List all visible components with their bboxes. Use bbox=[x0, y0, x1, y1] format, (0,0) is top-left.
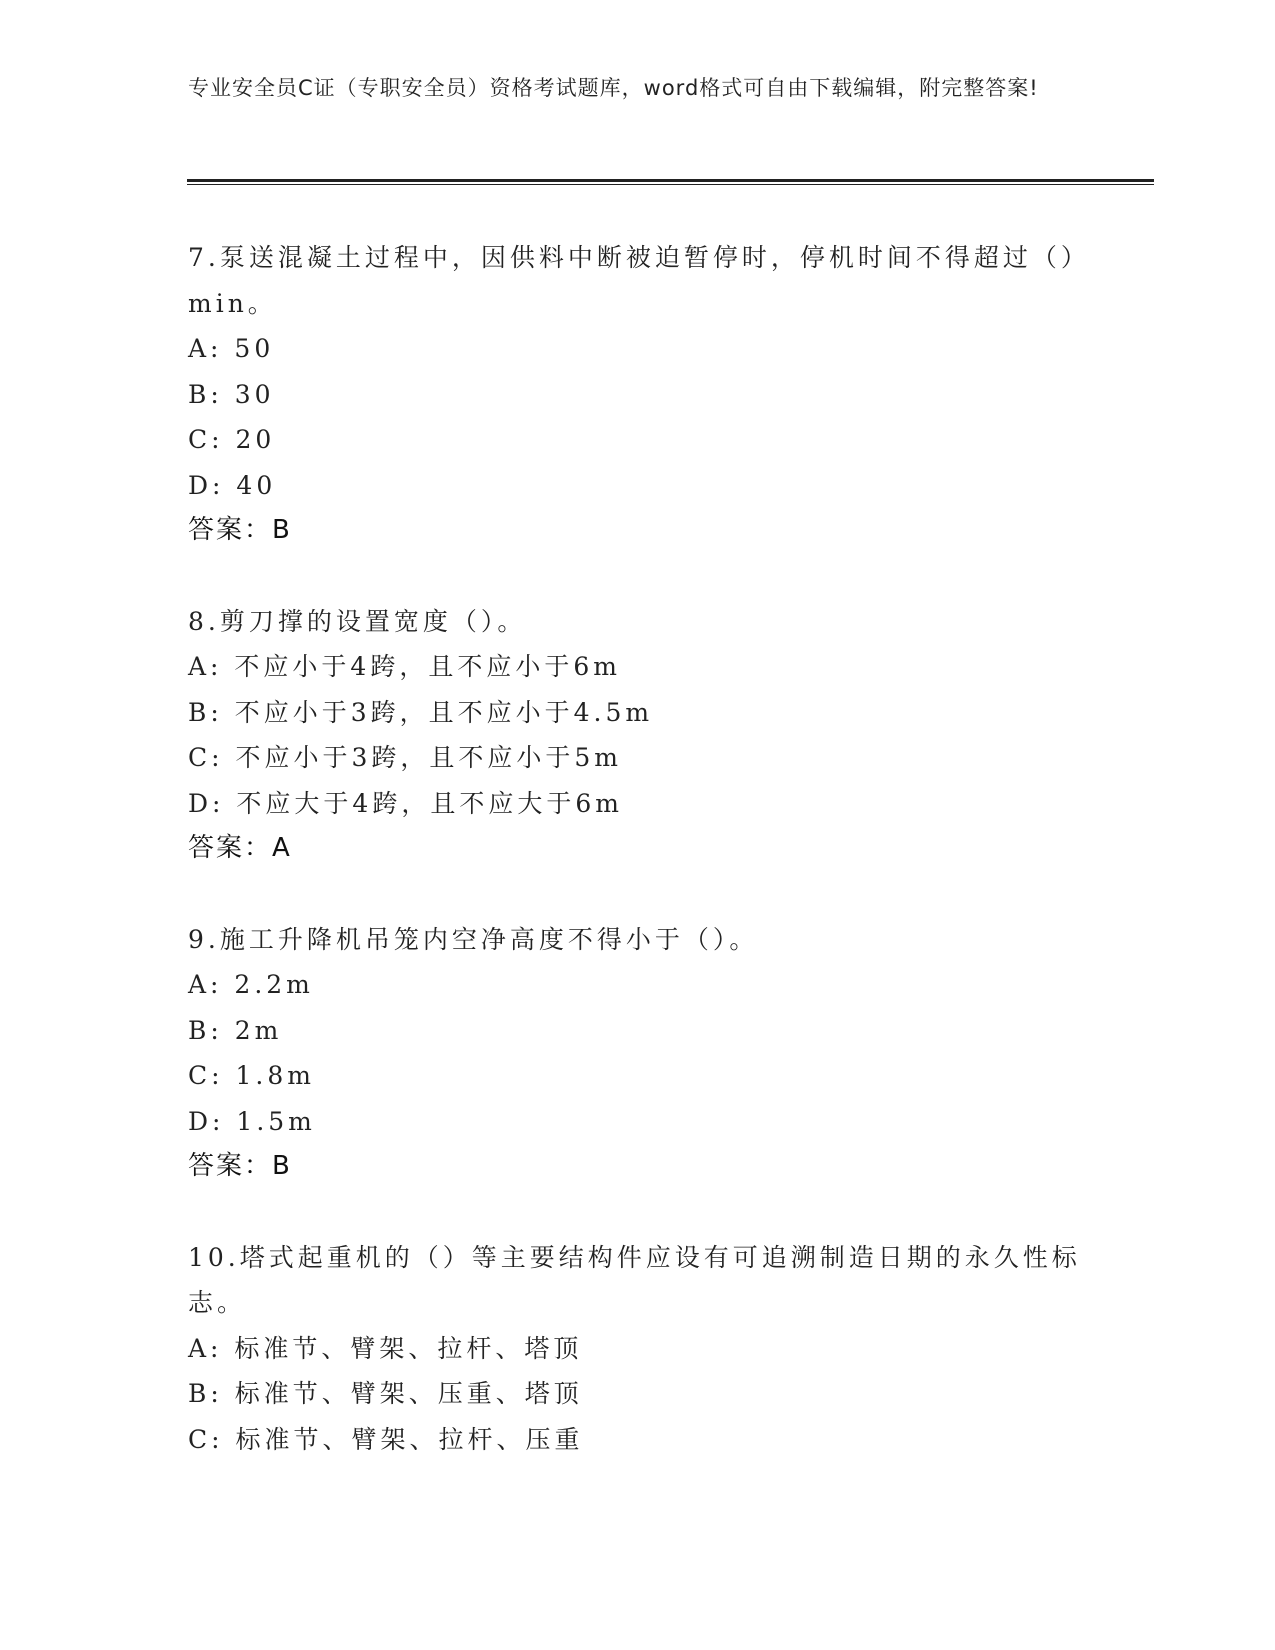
question-list bbox=[188, 235, 1088, 1507]
option-c: C: 20 bbox=[188, 425, 276, 454]
answer-label: 答案：B bbox=[188, 515, 292, 545]
question-item bbox=[188, 235, 1088, 554]
option-a: A: 不应小于4跨，且不应小于6m bbox=[188, 652, 621, 681]
option-c: C: 不应小于3跨，且不应小于5m bbox=[188, 743, 623, 772]
question-stem: 8.剪刀撑的设置宽度（）。 bbox=[188, 606, 527, 636]
answer-label: 答案：B bbox=[188, 1151, 292, 1181]
option-b: B: 30 bbox=[188, 379, 275, 409]
question-stem: 10.塔式起重机的（）等主要结构件应设有可追溯制造日期的永久性标志。 bbox=[188, 1242, 1081, 1317]
option-b: B: 2m bbox=[188, 1015, 283, 1045]
question-stem: 7.泵送混凝土过程中，因供料中断被迫暂停时，停机时间不得超过（）min。 bbox=[188, 243, 1078, 318]
question-item bbox=[188, 599, 1088, 872]
question-stem: 9.施工升降机吊笼内空净高度不得小于（）。 bbox=[188, 924, 759, 954]
option-a: A: 2.2m bbox=[188, 970, 314, 999]
header-divider-thick bbox=[187, 179, 1154, 182]
option-d: D: 1.5m bbox=[188, 1106, 316, 1136]
option-c: C: 1.8m bbox=[188, 1061, 315, 1090]
option-d: D: 40 bbox=[188, 470, 277, 500]
question-item bbox=[188, 917, 1088, 1190]
option-d: D: 不应大于4跨，且不应大于6m bbox=[188, 788, 623, 818]
option-c: C: 标准节、臂架、拉杆、压重 bbox=[188, 1424, 584, 1454]
document-header: 专业安全员C证（专职安全员）资格考试题库，word格式可自由下载编辑，附完整答案! bbox=[188, 76, 1039, 100]
option-a: A: 50 bbox=[188, 334, 275, 363]
option-b: B: 标准节、臂架、压重、塔顶 bbox=[188, 1379, 583, 1408]
question-item bbox=[188, 1235, 1088, 1463]
answer-label: 答案：A bbox=[188, 833, 292, 863]
option-b: B: 不应小于3跨，且不应小于4.5m bbox=[188, 697, 654, 727]
option-a: A: 标准节、臂架、拉杆、塔顶 bbox=[188, 1333, 583, 1363]
header-divider-thin bbox=[187, 184, 1154, 185]
